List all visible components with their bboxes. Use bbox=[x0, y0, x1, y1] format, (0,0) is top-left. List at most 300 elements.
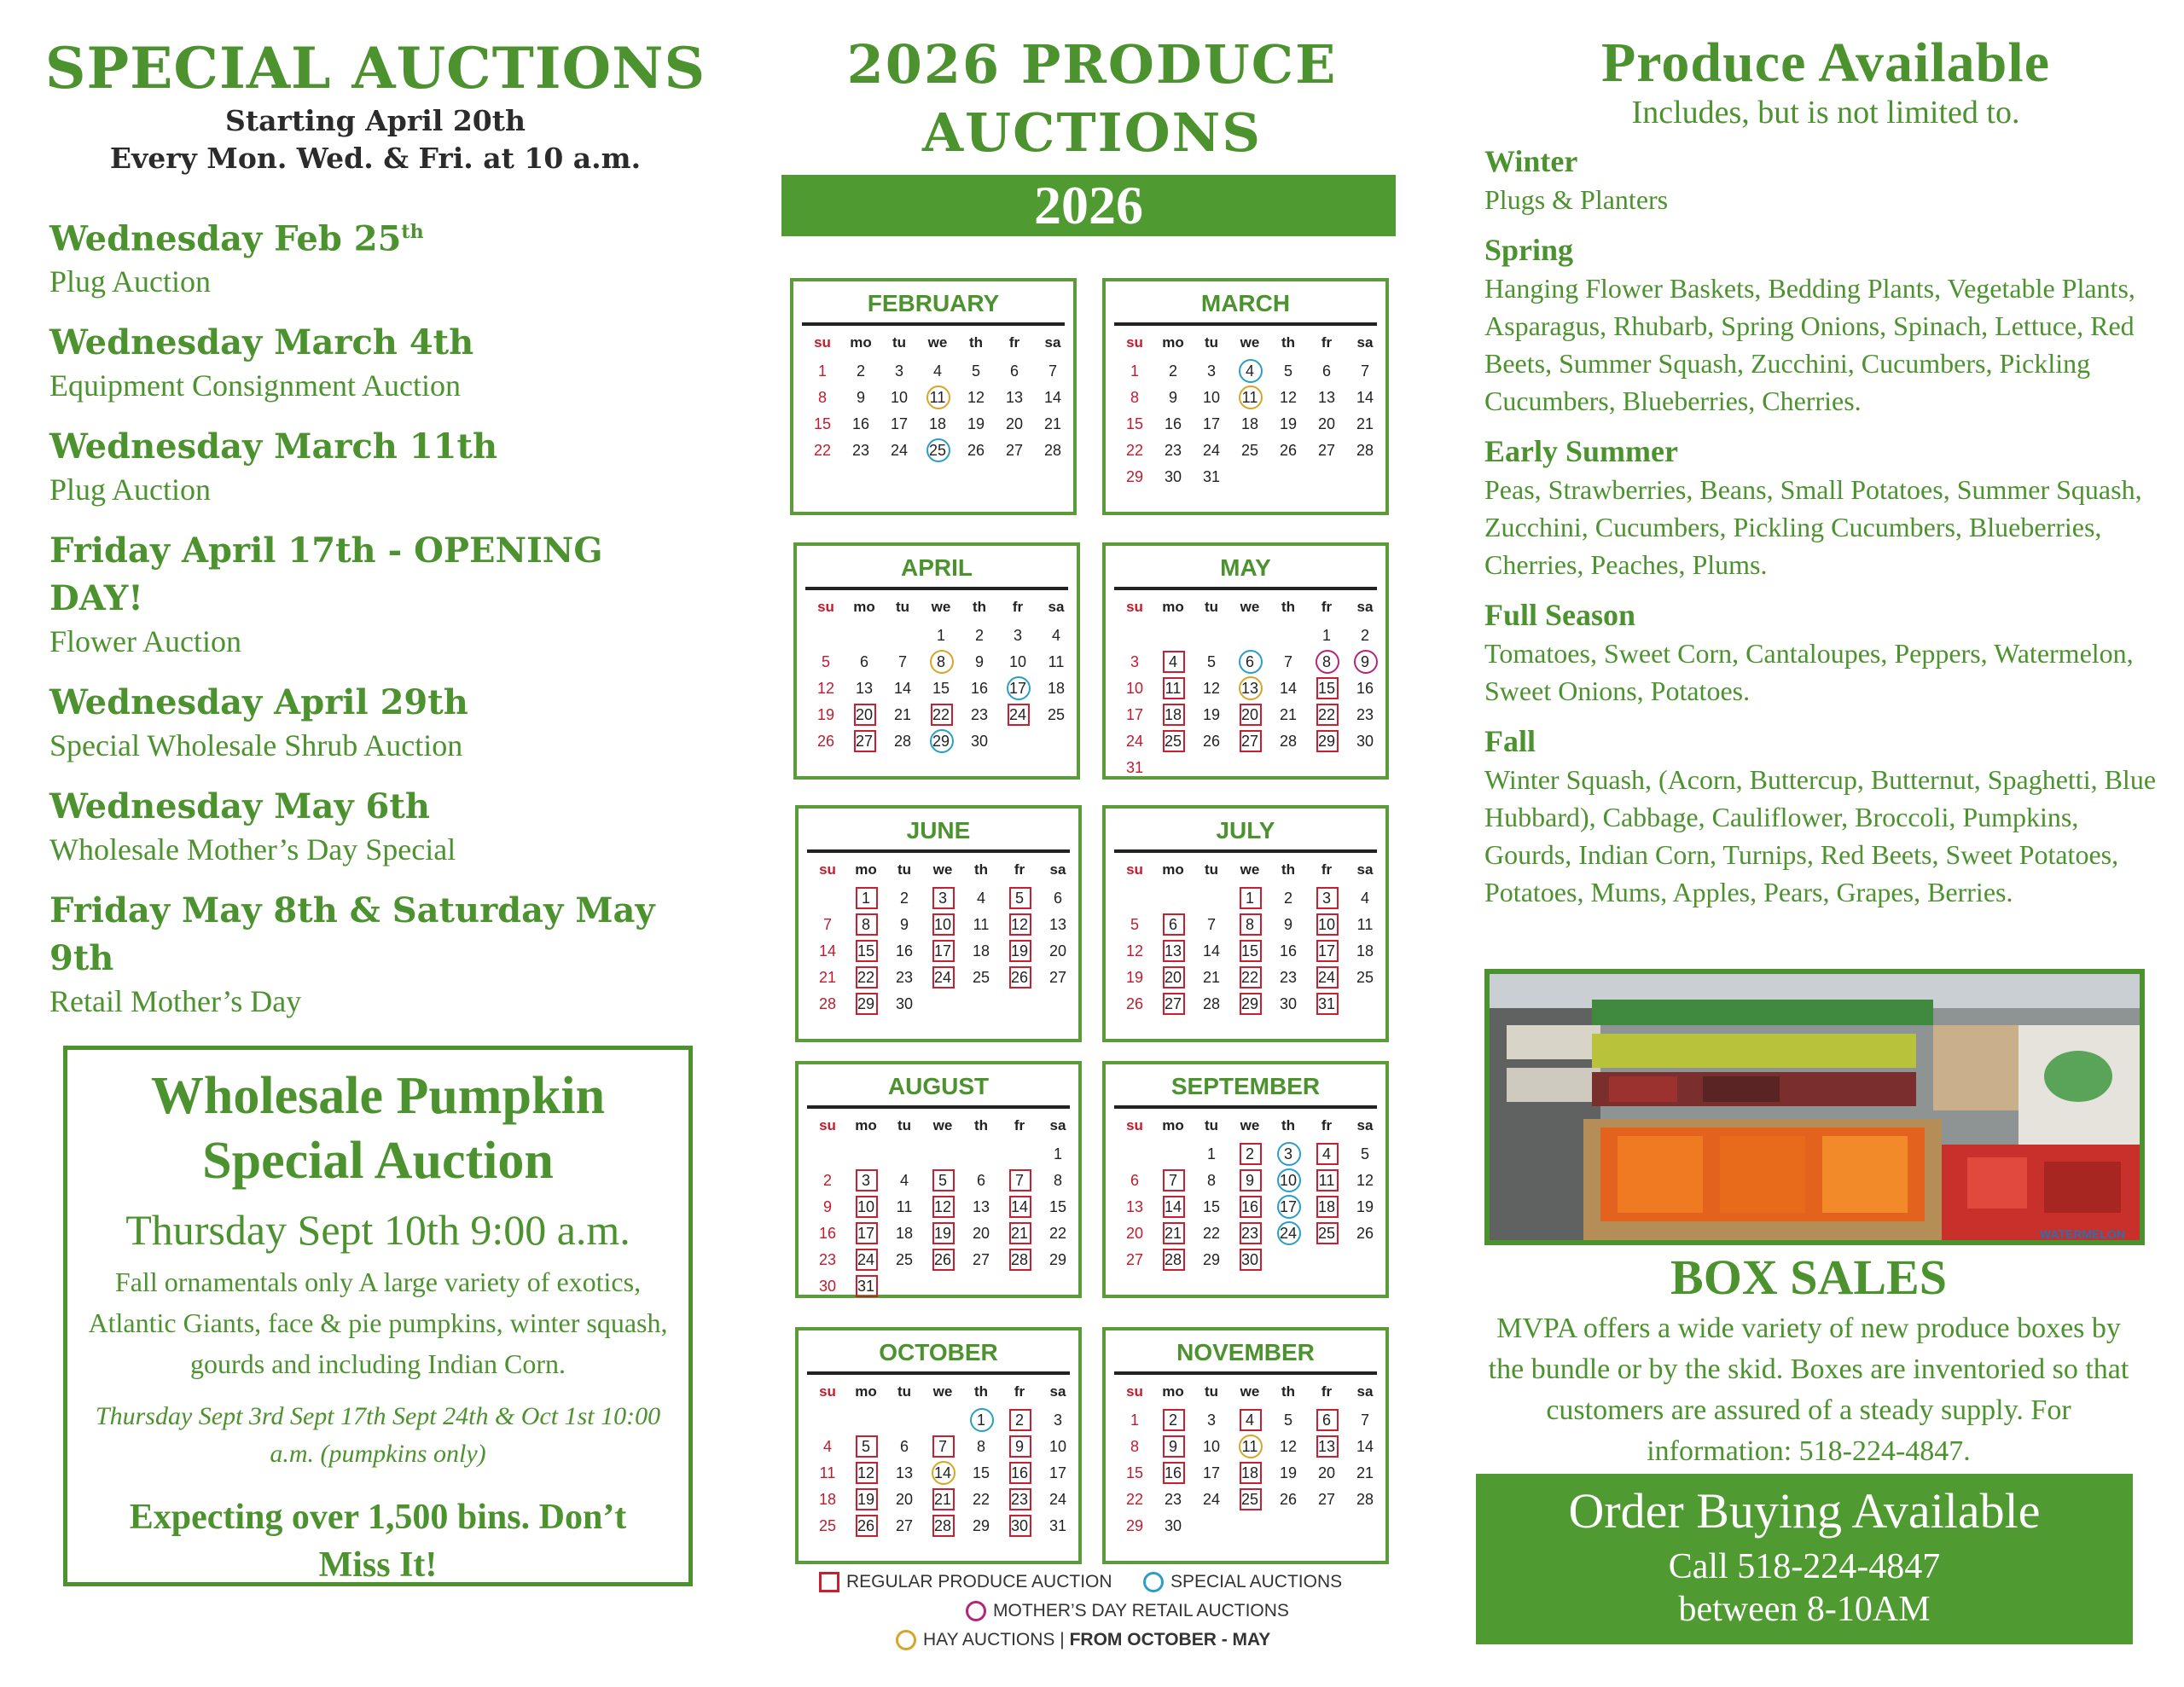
day-number: 7 bbox=[1168, 1172, 1177, 1189]
calendar-day bbox=[1229, 965, 1270, 991]
calendar-day bbox=[1229, 728, 1270, 755]
produce-section bbox=[1484, 31, 2167, 911]
day-number: 17 bbox=[1202, 415, 1221, 432]
day-number: 10 bbox=[1279, 1172, 1298, 1189]
calendar-day bbox=[1229, 885, 1270, 912]
day-number: 21 bbox=[1043, 415, 1062, 432]
calendar-day bbox=[1268, 991, 1309, 1017]
calendar-day bbox=[1229, 991, 1270, 1017]
calendar-day bbox=[1268, 702, 1309, 728]
calendar-day bbox=[1268, 675, 1309, 702]
day-number: 18 bbox=[928, 415, 947, 432]
event-item bbox=[49, 679, 708, 764]
day-number: 8 bbox=[817, 389, 827, 406]
calendar-day bbox=[921, 649, 961, 675]
weekday-header: sa bbox=[1049, 1117, 1066, 1133]
day-number: 15 bbox=[857, 942, 875, 959]
order-phone: Call 518-224-4847 bbox=[1668, 1547, 1941, 1586]
day-number: 12 bbox=[816, 680, 835, 697]
day-number: 10 bbox=[1008, 653, 1027, 670]
day-number: 4 bbox=[1321, 1145, 1331, 1162]
day-number: 2 bbox=[1360, 627, 1369, 644]
calendar-day bbox=[1345, 912, 1385, 938]
weekday-header: su bbox=[814, 334, 831, 351]
month-divider bbox=[1114, 849, 1377, 853]
calendar-day bbox=[805, 702, 846, 728]
month-name: MAY bbox=[1220, 554, 1271, 581]
calendar-day bbox=[1037, 1141, 1078, 1168]
day-number: 22 bbox=[972, 1491, 990, 1508]
event-item bbox=[49, 423, 708, 508]
day-number: 22 bbox=[1125, 442, 1144, 459]
pumpkin-description: Fall ornamentals only A large variety of exotics, Atlantic Giants, face & pie pumpkins, winter squash, gourds and including Indian Corn. bbox=[88, 1267, 668, 1379]
calendar-day bbox=[1229, 411, 1270, 438]
day-number: 2 bbox=[1168, 362, 1177, 380]
day-number: 1 bbox=[1321, 627, 1331, 644]
day-number: 3 bbox=[1206, 1412, 1216, 1429]
day-number: 22 bbox=[857, 969, 875, 986]
weekday-header: th bbox=[972, 599, 987, 615]
calendar-day bbox=[1153, 1513, 1194, 1539]
day-number: 28 bbox=[1356, 442, 1374, 459]
month-divider bbox=[802, 322, 1065, 326]
calendar-day bbox=[845, 1434, 886, 1460]
calendar-day bbox=[844, 702, 885, 728]
day-number: 20 bbox=[1317, 415, 1336, 432]
weekday-header: su bbox=[1126, 1383, 1143, 1400]
calendar-day bbox=[1191, 649, 1232, 675]
calendar-day bbox=[1229, 1460, 1270, 1487]
calendar-day bbox=[1306, 358, 1347, 385]
season-name: Full Season bbox=[1484, 598, 1636, 632]
calendar-day bbox=[999, 1194, 1040, 1220]
calendar-day bbox=[1036, 649, 1077, 675]
calendar-day bbox=[1306, 649, 1347, 675]
calendar-day bbox=[845, 1194, 886, 1220]
calendar-day bbox=[997, 675, 1038, 702]
day-number: 15 bbox=[1202, 1198, 1221, 1215]
day-number: 5 bbox=[1360, 1145, 1369, 1162]
calendar-day bbox=[845, 1487, 886, 1513]
day-number: 13 bbox=[972, 1198, 990, 1215]
day-number: 9 bbox=[974, 653, 984, 670]
weekday-header: sa bbox=[1048, 599, 1065, 615]
event-date bbox=[49, 887, 708, 983]
calendar-day bbox=[1345, 728, 1385, 755]
day-number: 21 bbox=[1202, 969, 1221, 986]
calendar-day bbox=[1306, 385, 1347, 411]
day-number: 15 bbox=[1125, 1464, 1144, 1481]
calendar-day bbox=[1191, 1168, 1232, 1194]
calendar-day bbox=[879, 438, 920, 464]
calendar-day bbox=[1229, 1434, 1270, 1460]
day-number: 15 bbox=[1125, 415, 1144, 432]
day-number: 15 bbox=[1240, 942, 1259, 959]
season-name: Fall bbox=[1484, 724, 1536, 758]
day-number: 29 bbox=[1317, 733, 1336, 750]
event-date bbox=[49, 319, 708, 367]
day-number: 2 bbox=[1014, 1412, 1024, 1429]
season-items: Winter Squash, (Acorn, Buttercup, Butternut, Spaghetti, Blue Hubbard), Cabbage, Cauliflower, Broccoli, Pumpkins, Gourds, Indian Corn, Turnips, Red Beets, Sweet Potatoes, Potatoes, Mums, Apples, Pears, Grapes, Berries. bbox=[1484, 764, 2157, 907]
legend-hay-range: FROM OCTOBER - MAY bbox=[1069, 1630, 1271, 1649]
calendar-day bbox=[1268, 965, 1309, 991]
calendar-day bbox=[1191, 1460, 1232, 1487]
calendar-day bbox=[1032, 358, 1073, 385]
day-number: 30 bbox=[1164, 468, 1182, 485]
calendar-day bbox=[1229, 1220, 1270, 1247]
month-name: AUGUST bbox=[887, 1073, 990, 1099]
day-number: 29 bbox=[857, 995, 875, 1012]
day-number: 8 bbox=[1321, 653, 1331, 670]
calendar-day bbox=[1037, 1194, 1078, 1220]
day-number: 8 bbox=[1053, 1172, 1062, 1189]
calendar-day bbox=[1268, 1194, 1309, 1220]
day-number: 3 bbox=[1206, 362, 1216, 380]
calendar-day bbox=[882, 675, 923, 702]
calendar-day bbox=[884, 912, 925, 938]
calendar-day bbox=[1032, 438, 1073, 464]
calendar-day bbox=[1037, 1247, 1078, 1273]
weekday-header: sa bbox=[1049, 1383, 1066, 1400]
order-title: Order Buying Available bbox=[1568, 1483, 2041, 1539]
day-number: 22 bbox=[1125, 1491, 1144, 1508]
calendar-day bbox=[1229, 1487, 1270, 1513]
day-number: 20 bbox=[1164, 969, 1182, 986]
day-number: 16 bbox=[1010, 1464, 1029, 1481]
calendar-day bbox=[994, 385, 1035, 411]
day-number: 3 bbox=[1013, 627, 1022, 644]
calendar-day bbox=[845, 991, 886, 1017]
calendar-day bbox=[1191, 1407, 1232, 1434]
calendar-day bbox=[1268, 385, 1309, 411]
calendar-day bbox=[922, 912, 963, 938]
day-number: 30 bbox=[1240, 1251, 1259, 1268]
calendar-day bbox=[961, 912, 1002, 938]
month-name: OCTOBER bbox=[879, 1339, 998, 1365]
day-number: 16 bbox=[970, 680, 989, 697]
day-number: 26 bbox=[1010, 969, 1029, 986]
calendar-day bbox=[1153, 1434, 1194, 1460]
calendar-day bbox=[961, 1168, 1002, 1194]
day-number: 27 bbox=[855, 733, 874, 750]
calendar-section bbox=[776, 31, 1408, 167]
calendar-day bbox=[844, 649, 885, 675]
calendar-day bbox=[879, 385, 920, 411]
day-number: 30 bbox=[818, 1278, 837, 1295]
weekday-header: we bbox=[927, 334, 948, 351]
weekday-header: fr bbox=[1014, 1383, 1025, 1400]
day-number: 27 bbox=[1164, 995, 1182, 1012]
calendar-day bbox=[1037, 1434, 1078, 1460]
box-sales-description: MVPA offers a wide variety of new produce boxes by the bundle or by the skid. Boxes are inventoried so that customers are assured of a steady supply. For information: 518-224-4847. bbox=[1488, 1313, 2129, 1467]
calendar-day bbox=[997, 623, 1038, 649]
day-number: 11 bbox=[973, 916, 990, 933]
calendar-day bbox=[805, 649, 846, 675]
day-number: 10 bbox=[933, 916, 952, 933]
calendar-day bbox=[1268, 728, 1309, 755]
calendar-day bbox=[1191, 438, 1232, 464]
day-number: 11 bbox=[1241, 389, 1258, 406]
calendar-day bbox=[1037, 1168, 1078, 1194]
day-number: 11 bbox=[929, 389, 946, 406]
day-number: 4 bbox=[932, 362, 942, 380]
day-number: 28 bbox=[1279, 733, 1298, 750]
calendar-day bbox=[961, 1434, 1002, 1460]
day-number: 25 bbox=[1317, 1225, 1336, 1242]
calendar-day bbox=[1306, 675, 1347, 702]
season-items: Plugs & Planters bbox=[1484, 184, 1669, 215]
calendar-day bbox=[1114, 358, 1155, 385]
weekday-header: mo bbox=[855, 1383, 877, 1400]
calendar-day bbox=[961, 1247, 1002, 1273]
day-number: 3 bbox=[861, 1172, 870, 1189]
calendar-day bbox=[1037, 1220, 1078, 1247]
weekday-header: su bbox=[1126, 334, 1143, 351]
day-number: 18 bbox=[1047, 680, 1066, 697]
month-name: FEBRUARY bbox=[867, 290, 1000, 316]
day-number: 8 bbox=[1130, 389, 1139, 406]
pumpkin-date: Thursday Sept 10th 9:00 a.m. bbox=[125, 1206, 630, 1254]
calendar-day bbox=[999, 938, 1040, 965]
calendar-day bbox=[1345, 1141, 1385, 1168]
calendar-day bbox=[845, 1460, 886, 1487]
calendar-day bbox=[1153, 1220, 1194, 1247]
calendar-day bbox=[884, 1487, 925, 1513]
event-item bbox=[49, 527, 708, 660]
calendar-day bbox=[845, 1247, 886, 1273]
weekday-header: tu bbox=[1204, 334, 1219, 351]
calendar-day bbox=[1191, 1434, 1232, 1460]
day-number: 19 bbox=[933, 1225, 952, 1242]
day-number: 18 bbox=[1240, 415, 1259, 432]
day-number: 13 bbox=[1048, 916, 1067, 933]
calendar-day bbox=[959, 728, 1000, 755]
day-number: 13 bbox=[1164, 942, 1182, 959]
day-number: 10 bbox=[890, 389, 909, 406]
day-number: 11 bbox=[896, 1198, 913, 1215]
day-number: 11 bbox=[1165, 680, 1182, 697]
day-number: 29 bbox=[932, 733, 950, 750]
month-divider bbox=[807, 849, 1070, 853]
event-date bbox=[49, 423, 708, 471]
circle-icon bbox=[1143, 1572, 1164, 1592]
calendar-day bbox=[1229, 1247, 1270, 1273]
day-number: 24 bbox=[1008, 706, 1027, 723]
calendar-day bbox=[1268, 1141, 1309, 1168]
calendar-day bbox=[879, 358, 920, 385]
calendar-day bbox=[999, 965, 1040, 991]
calendar-day bbox=[922, 938, 963, 965]
calendar-day bbox=[879, 411, 920, 438]
day-number: 2 bbox=[974, 627, 984, 644]
day-number: 21 bbox=[1356, 415, 1374, 432]
seasons-list bbox=[1484, 142, 2167, 911]
day-number: 23 bbox=[1279, 969, 1298, 986]
event-name: Special Wholesale Shrub Auction bbox=[49, 728, 463, 763]
calendar-day bbox=[917, 385, 958, 411]
day-number: 13 bbox=[1317, 1438, 1336, 1455]
day-number: 22 bbox=[1202, 1225, 1221, 1242]
pumpkin-title: Wholesale Pumpkin Special Auction bbox=[150, 1067, 606, 1190]
calendar-day bbox=[802, 411, 843, 438]
calendar-day bbox=[1191, 965, 1232, 991]
day-number: 28 bbox=[1202, 995, 1221, 1012]
calendar-day bbox=[1114, 912, 1155, 938]
calendar-day bbox=[999, 885, 1040, 912]
calendar-day bbox=[1191, 938, 1232, 965]
day-number: 27 bbox=[1005, 442, 1024, 459]
day-number: 3 bbox=[894, 362, 903, 380]
day-number: 24 bbox=[1279, 1225, 1298, 1242]
day-number: 21 bbox=[893, 706, 912, 723]
legend-hay-label: HAY AUCTIONS bbox=[923, 1630, 1055, 1649]
day-number: 18 bbox=[895, 1225, 914, 1242]
calendar-day bbox=[961, 1460, 1002, 1487]
day-number: 27 bbox=[1125, 1251, 1144, 1268]
day-number: 6 bbox=[1130, 1172, 1139, 1189]
calendar-day bbox=[807, 1168, 848, 1194]
day-number: 12 bbox=[967, 389, 985, 406]
calendar-day bbox=[840, 411, 881, 438]
calendar-day bbox=[884, 965, 925, 991]
day-number: 21 bbox=[818, 969, 837, 986]
day-number: 31 bbox=[1202, 468, 1221, 485]
calendar-day bbox=[1114, 411, 1155, 438]
calendar-day bbox=[1268, 912, 1309, 938]
month-april bbox=[793, 542, 1080, 780]
day-number: 7 bbox=[897, 653, 907, 670]
day-number: 23 bbox=[1164, 442, 1182, 459]
day-number: 17 bbox=[1317, 942, 1336, 959]
day-number: 7 bbox=[938, 1438, 947, 1455]
calendar-day bbox=[1114, 1434, 1155, 1460]
day-number: 12 bbox=[1125, 942, 1144, 959]
calendar-day bbox=[922, 1434, 963, 1460]
calendar-day bbox=[1229, 1407, 1270, 1434]
calendar-day bbox=[999, 1460, 1040, 1487]
calendar-day bbox=[1306, 411, 1347, 438]
day-number: 31 bbox=[1048, 1517, 1067, 1534]
weekday-header: we bbox=[932, 1117, 953, 1133]
day-number: 28 bbox=[1164, 1251, 1182, 1268]
weekday-header: fr bbox=[1321, 1117, 1333, 1133]
calendar-day bbox=[845, 1168, 886, 1194]
day-number: 4 bbox=[1245, 362, 1254, 380]
calendar-day bbox=[1032, 411, 1073, 438]
season-block bbox=[1484, 142, 2167, 218]
day-number: 9 bbox=[1360, 653, 1369, 670]
day-number: 14 bbox=[1279, 680, 1298, 697]
event-date bbox=[49, 783, 708, 831]
event-name: Flower Auction bbox=[49, 624, 241, 659]
calendar-day bbox=[1153, 464, 1194, 490]
day-number: 30 bbox=[1356, 733, 1374, 750]
day-number: 20 bbox=[1317, 1464, 1336, 1481]
weekday-header: su bbox=[817, 599, 834, 615]
day-number: 19 bbox=[1125, 969, 1144, 986]
calendar-day bbox=[1345, 885, 1385, 912]
calendar-day bbox=[999, 1487, 1040, 1513]
calendar-day bbox=[921, 702, 961, 728]
weekday-header: sa bbox=[1356, 861, 1374, 878]
day-number: 4 bbox=[899, 1172, 909, 1189]
calendar-day bbox=[1191, 1194, 1232, 1220]
calendar-day bbox=[1191, 1141, 1232, 1168]
weekday-header: we bbox=[1240, 599, 1260, 615]
weekday-header: sa bbox=[1044, 334, 1061, 351]
calendar-day bbox=[805, 675, 846, 702]
day-number: 30 bbox=[1010, 1517, 1029, 1534]
day-number: 27 bbox=[1317, 1491, 1336, 1508]
calendar-day bbox=[1114, 1168, 1155, 1194]
calendar-day bbox=[1153, 385, 1194, 411]
calendar-day bbox=[1114, 728, 1155, 755]
day-number: 12 bbox=[857, 1464, 875, 1481]
calendar-day bbox=[1345, 385, 1385, 411]
produce-photo bbox=[1484, 969, 2145, 1245]
day-number: 3 bbox=[1053, 1412, 1062, 1429]
calendar-day bbox=[921, 675, 961, 702]
calendar-day bbox=[1114, 1220, 1155, 1247]
weekday-header: sa bbox=[1356, 599, 1374, 615]
calendar-day bbox=[1306, 1141, 1347, 1168]
calendar-day bbox=[807, 938, 848, 965]
weekday-header: th bbox=[968, 334, 984, 351]
day-number: 24 bbox=[857, 1251, 875, 1268]
day-number: 4 bbox=[1245, 1412, 1254, 1429]
day-number: 25 bbox=[1164, 733, 1182, 750]
calendar-day bbox=[1114, 965, 1155, 991]
day-number: 17 bbox=[1048, 1464, 1067, 1481]
calendar-day bbox=[807, 1194, 848, 1220]
calendar-day bbox=[1345, 649, 1385, 675]
season-items: Peas, Strawberries, Beans, Small Potatoes, Summer Squash, Zucchini, Cucumbers, Pickling Cucumbers, Blueberries, Cherries, Peaches, Plums. bbox=[1484, 474, 2142, 580]
season-items: Hanging Flower Baskets, Bedding Plants, Vegetable Plants, Asparagus, Rhubarb, Spring Onions, Spinach, Lettuce, Red Beets, Summer Squash, Zucchini, Cucumbers, Pickling Cucumbers, Blueberries, Cherries. bbox=[1484, 273, 2135, 416]
day-number: 25 bbox=[1047, 706, 1066, 723]
calendar-day bbox=[1114, 938, 1155, 965]
weekday-header: th bbox=[1281, 1117, 1296, 1133]
calendar-title: 2026 PRODUCE AUCTIONS bbox=[846, 33, 1338, 164]
day-number: 19 bbox=[816, 706, 835, 723]
day-number: 15 bbox=[972, 1464, 990, 1481]
legend-hay-separator: | bbox=[1060, 1630, 1065, 1649]
season-name: Early Summer bbox=[1484, 434, 1678, 468]
calendar-day bbox=[1191, 411, 1232, 438]
day-number: 12 bbox=[1356, 1172, 1374, 1189]
day-number: 26 bbox=[816, 733, 835, 750]
day-number: 26 bbox=[1279, 1491, 1298, 1508]
day-number: 6 bbox=[1245, 653, 1254, 670]
day-number: 19 bbox=[1010, 942, 1029, 959]
legend-regular bbox=[819, 1569, 1112, 1595]
day-number: 23 bbox=[895, 969, 914, 986]
day-number: 5 bbox=[821, 653, 830, 670]
day-number: 13 bbox=[1240, 680, 1259, 697]
calendar-day bbox=[1345, 702, 1385, 728]
event-date bbox=[49, 527, 708, 623]
calendar-day bbox=[807, 1247, 848, 1273]
day-number: 6 bbox=[899, 1438, 909, 1455]
day-number: 14 bbox=[893, 680, 912, 697]
day-number: 20 bbox=[855, 706, 874, 723]
day-number: 25 bbox=[928, 442, 947, 459]
calendar-day bbox=[1114, 1513, 1155, 1539]
calendar-day bbox=[1114, 991, 1155, 1017]
day-number: 20 bbox=[1005, 415, 1024, 432]
day-number: 8 bbox=[1206, 1172, 1216, 1189]
calendar-day bbox=[1191, 1247, 1232, 1273]
month-divider bbox=[807, 1105, 1070, 1109]
